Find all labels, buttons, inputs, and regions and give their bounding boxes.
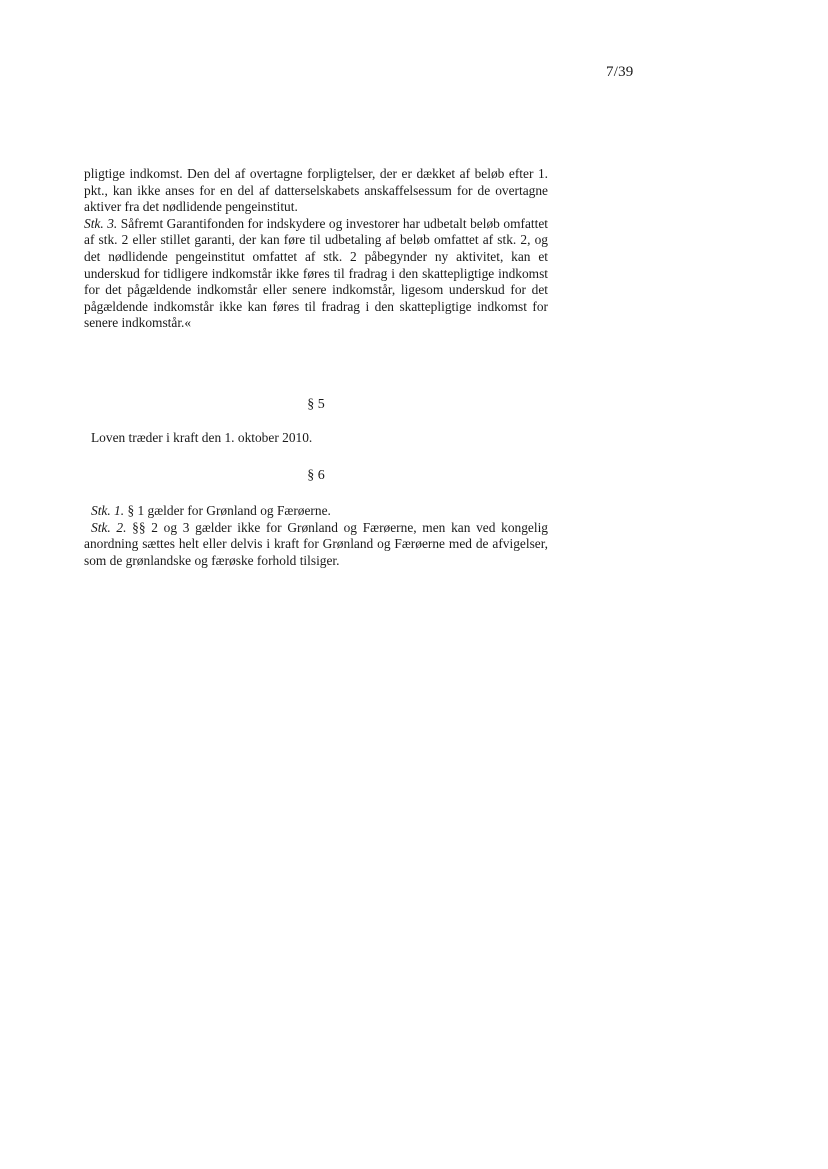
section-5-body (84, 430, 548, 447)
stk-2-text: §§ 2 og 3 gælder ikke for Grønland og Færøerne, men kan ved kongelig anordning sættes helt eller delvis i kraft for Grønland og Færøerne med de afvigelser, som de grønlandske og færøske forhold tilsiger. (84, 519, 548, 568)
stk-3-label: Stk. 3. (84, 215, 118, 231)
paragraph-stk-3 (84, 216, 548, 332)
section-6-stk-1 (84, 503, 548, 520)
page-number: 7/39 (606, 64, 634, 80)
section-5-heading: § 5 (307, 397, 325, 412)
section-6-body (84, 503, 548, 569)
stk-1-text: § 1 gælder for Grønland og Færøerne. (124, 503, 331, 518)
section-6-heading: § 6 (307, 468, 325, 483)
paragraph-continuation: pligtige indkomst. Den del af overtagne forpligtelser, der er dækket af beløb efter 1. pkt., kan ikke anses for en del af datterselskabets anskaffelsessum for de overtagne aktiver fra det nødlidende pengeinstitut. (84, 166, 548, 215)
stk-1-label: Stk. 1. (91, 503, 125, 518)
section-5-text: Loven træder i kraft den 1. oktober 2010. (91, 430, 313, 445)
section-6-stk-2 (84, 520, 548, 570)
continued-section-text (84, 166, 548, 332)
stk-2-label: Stk. 2. (91, 519, 127, 535)
stk-3-text: Såfremt Garantifonden for indskydere og investorer har udbetalt beløb omfattet af stk. 2 eller stillet garanti, der kan føre til udbetaling af beløb omfattet af stk. 2, og det nødlidende pengeinstitut omfattet af stk. 2 påbegynder ny aktivitet, kan et underskud for tidligere indkomstår ikke føres til fradrag i den skattepligtige indkomst for det pågældende indkomstår eller senere indkomstår, ligesom underskud for det pågældende indkomstår ikke kan føres til fradrag i den skattepligtige indkomst for senere indkomstår.« (84, 215, 548, 331)
